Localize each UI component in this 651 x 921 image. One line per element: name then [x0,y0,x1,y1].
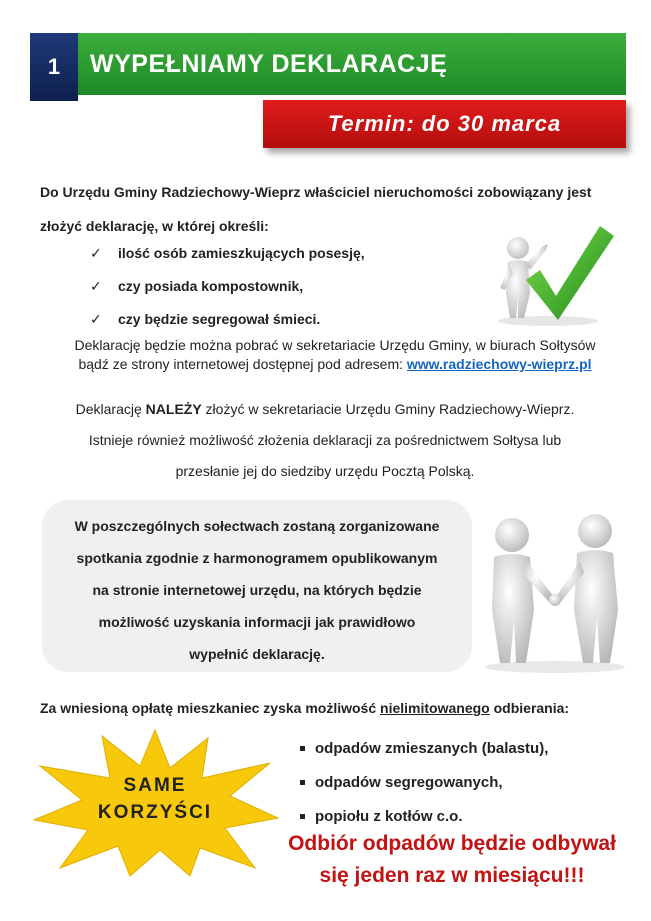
badge-line-1: SAME [123,775,187,796]
submission-pre: Deklarację [75,401,146,417]
download-line-1: Deklarację będzie można pobrać w sekretariacie Urzędu Gminy, w biurach Sołtysów [74,337,596,353]
submission-line-1 [40,394,610,425]
meetings-info-box [42,500,472,672]
waste-types-list [300,731,630,833]
section-title: WYPEŁNIAMY DEKLARACJĘ [78,33,626,95]
checkmark-icon: ✓ [90,311,102,327]
deadline-banner: Termin: do 30 marca [263,100,626,148]
submission-emphasis: NALEŻY [145,401,202,417]
collection-frequency-note [262,828,642,892]
checklist-item [90,303,420,336]
waste-item [300,731,630,765]
checklist-item [90,270,420,303]
handshake-illustration [470,505,635,675]
website-link[interactable]: www.radziechowy-wieprz.pl [406,356,592,372]
square-bullet-icon [300,814,305,819]
waste-item-label: odpadów zmieszanych (balastu), [315,739,549,757]
fee-pre: Za wniesioną opłatę mieszkaniec zyska możliwość [40,700,381,716]
square-bullet-icon [300,780,305,785]
download-info [40,336,630,374]
intro-line-1: Do Urzędu Gminy Radziechowy-Wieprz właściciel nieruchomości zobowiązany jest [40,184,592,200]
benefits-badge-text [80,772,230,826]
meetings-line-1: W poszczególnych sołectwach zostaną zorganizowane [74,518,440,534]
meetings-line-5: wypełnić deklarację. [189,646,325,662]
meetings-line-4: możliwość uzyskania informacji jak prawidłowo [98,614,416,630]
square-bullet-icon [300,746,305,751]
collection-line-1: Odbiór odpadów będzie odbywał [288,832,616,855]
checklist-item-label: ilość osób zamieszkujących posesję, [118,245,365,261]
submission-info [40,394,610,487]
fee-post: odbierania: [489,700,570,716]
intro-line-2: złożyć deklarację, w której określi: [40,218,269,234]
checklist-item-label: czy będzie segregował śmieci. [118,311,321,327]
checkmark-icon: ✓ [90,278,102,294]
waste-item-label: popiołu z kotłów c.o. [315,807,463,825]
checkmark-icon: ✓ [90,245,102,261]
submission-line-2: Istnieje również możliwość złożenia deklaracji za pośrednictwem Sołtysa lub [88,432,562,448]
collection-line-2: się jeden raz w miesiącu!!! [319,864,585,887]
declaration-checklist [90,237,420,336]
download-line-2-text: bądź ze strony internetowej dostępnej pod adresem: [78,356,407,372]
checklist-item-label: czy posiada kompostownik, [118,278,304,294]
submission-post: złożyć w sekretariacie Urzędu Gminy Radziechowy-Wieprz. [201,401,575,417]
fee-benefit-text [40,700,640,716]
person-checkmark-illustration [488,218,618,328]
section-number: 1 [30,33,78,101]
download-line-2 [40,355,630,374]
meetings-line-2: spotkania zgodnie z harmonogramem opublikowanym [76,550,438,566]
submission-line-3: przesłanie jej do siedziby urzędu Pocztą Polską. [175,463,475,479]
badge-line-2: KORZYŚCI [97,802,213,823]
fee-underlined: nielimitowanego [380,700,490,716]
checklist-item [90,237,420,270]
waste-item-label: odpadów segregowanych, [315,773,503,791]
meetings-line-3: na stronie internetowej urzędu, na których będzie [92,582,422,598]
waste-item [300,765,630,799]
